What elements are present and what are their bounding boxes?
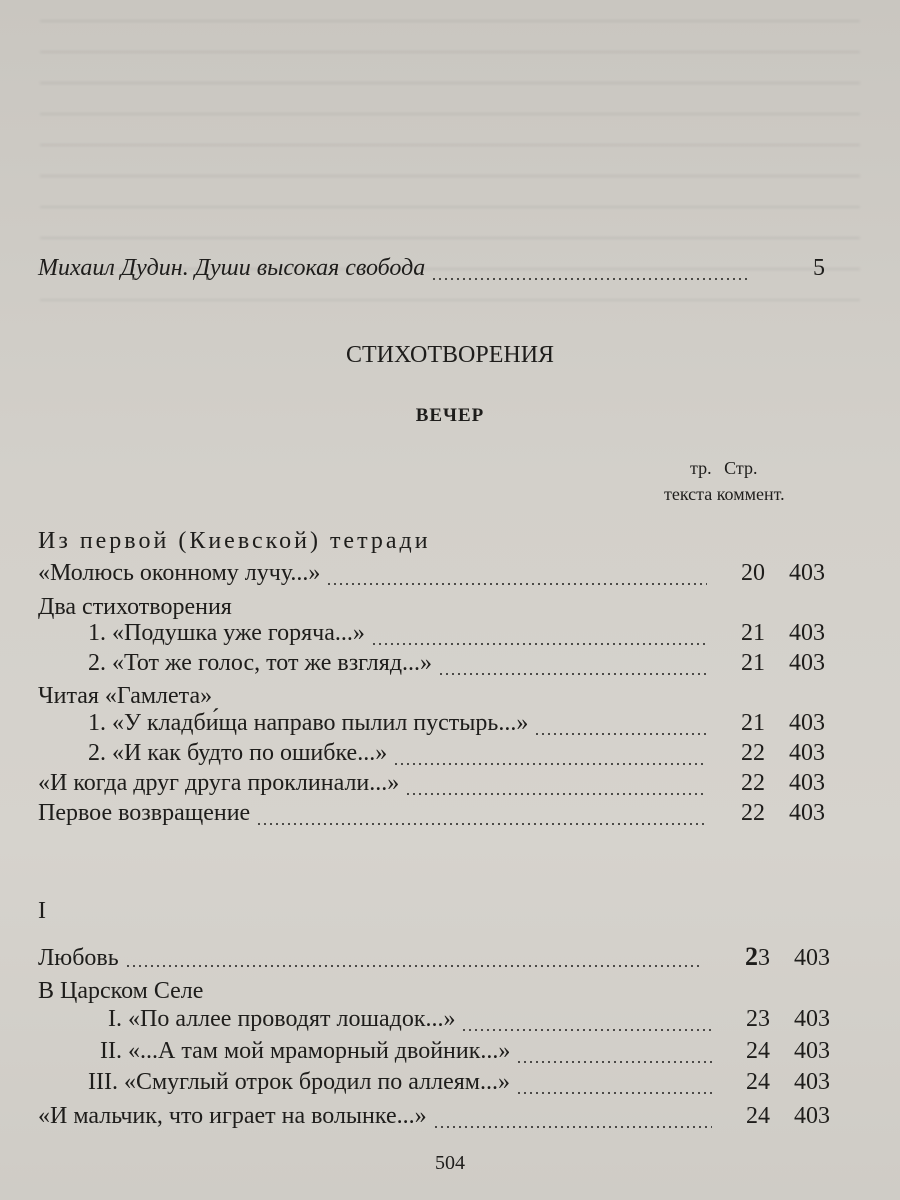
toc-entry xyxy=(38,1038,830,1072)
dot-leader xyxy=(393,763,707,765)
text-page-digit-bold: 2 xyxy=(745,942,758,971)
dot-leader xyxy=(534,733,707,735)
dot-leader xyxy=(405,793,707,795)
entry-title: Два стихотворения xyxy=(38,594,232,620)
text-page: 21 xyxy=(741,620,765,646)
text-page-digit: 3 xyxy=(758,945,770,971)
entry-title: I. «По аллее проводят лошадок...» xyxy=(108,1006,456,1032)
text-page: 22 xyxy=(741,800,765,826)
dot-leader xyxy=(516,1092,712,1094)
dot-leader xyxy=(433,1126,712,1128)
dot-leader xyxy=(461,1029,712,1031)
entry-title: Любовь xyxy=(38,945,119,971)
dot-leader xyxy=(438,673,707,675)
toc-entry xyxy=(38,1103,830,1137)
text-page: 24 xyxy=(746,1069,770,1095)
entry-title: «Молюсь оконному лучу...» xyxy=(38,560,321,586)
dot-leader xyxy=(326,583,707,585)
toc-entry xyxy=(38,740,825,774)
entry-title: «И когда друг друга проклинали...» xyxy=(38,770,400,796)
entry-title: «И мальчик, что играет на волынке...» xyxy=(38,1103,427,1129)
comment-page: 403 xyxy=(789,800,825,826)
entry-title: Читая «Гамлета» xyxy=(38,683,213,709)
toc-entry xyxy=(38,560,825,594)
entry-title: 2. «Тот же голос, тот же взгляд...» xyxy=(88,650,433,676)
intro-page: 5 xyxy=(813,255,825,281)
text-page xyxy=(708,942,770,972)
text-page: 24 xyxy=(746,1103,770,1129)
toc-entry xyxy=(38,620,825,654)
toc-entry-intro xyxy=(38,255,825,289)
comment-page: 403 xyxy=(794,1006,830,1032)
toc-entry xyxy=(38,1069,830,1103)
column-header-line2: текста коммент. xyxy=(664,484,785,504)
toc-entry xyxy=(38,800,825,834)
dot-leader xyxy=(431,278,749,280)
comment-page: 403 xyxy=(789,620,825,646)
entry-title: III. «Смуглый отрок бродил по аллеям...» xyxy=(88,1069,510,1095)
text-page: 22 xyxy=(741,770,765,796)
comment-page: 403 xyxy=(789,770,825,796)
book-title: ВЕЧЕР xyxy=(415,405,485,426)
toc-entry xyxy=(38,1006,830,1040)
toc-entry xyxy=(38,710,825,744)
comment-page: 403 xyxy=(789,650,825,676)
entry-title: В Царском Селе xyxy=(38,978,204,1004)
text-page: 20 xyxy=(741,560,765,586)
toc-entry xyxy=(38,770,825,804)
text-page: 21 xyxy=(741,710,765,736)
page-number: 504 xyxy=(435,1152,465,1174)
part-heading: I xyxy=(38,898,46,924)
entry-title: 1. «Подушка уже горяча...» xyxy=(88,620,365,646)
dot-leader xyxy=(371,643,707,645)
column-header-line1: тр. Стр. xyxy=(690,458,758,478)
comment-page: 403 xyxy=(794,1069,830,1095)
comment-page: 403 xyxy=(794,945,830,971)
entry-title: 2. «И как будто по ошибке...» xyxy=(88,740,388,766)
intro-title: Михаил Дудин. Души высокая свобода xyxy=(38,255,426,281)
entry-title: Первое возвращение xyxy=(38,800,251,826)
group-heading: Из первой (Киевской) тетради xyxy=(38,528,431,554)
section-title: СТИХОТВОРЕНИЯ xyxy=(345,342,555,368)
text-page: 21 xyxy=(741,650,765,676)
comment-page: 403 xyxy=(789,560,825,586)
comment-page: 403 xyxy=(789,740,825,766)
toc-entry xyxy=(38,942,830,976)
comment-page: 403 xyxy=(794,1038,830,1064)
comment-page: 403 xyxy=(789,710,825,736)
comment-page: 403 xyxy=(794,1103,830,1129)
dot-leader xyxy=(256,823,707,825)
entry-title: II. «...А там мой мраморный двойник...» xyxy=(100,1038,511,1064)
text-page: 24 xyxy=(746,1038,770,1064)
toc-entry xyxy=(38,650,825,684)
text-page: 23 xyxy=(746,1006,770,1032)
dot-leader xyxy=(516,1061,712,1063)
dot-leader xyxy=(125,965,702,967)
entry-title: 1. «У кладби́ща направо пылил пустырь...» xyxy=(88,710,529,736)
text-page: 22 xyxy=(741,740,765,766)
